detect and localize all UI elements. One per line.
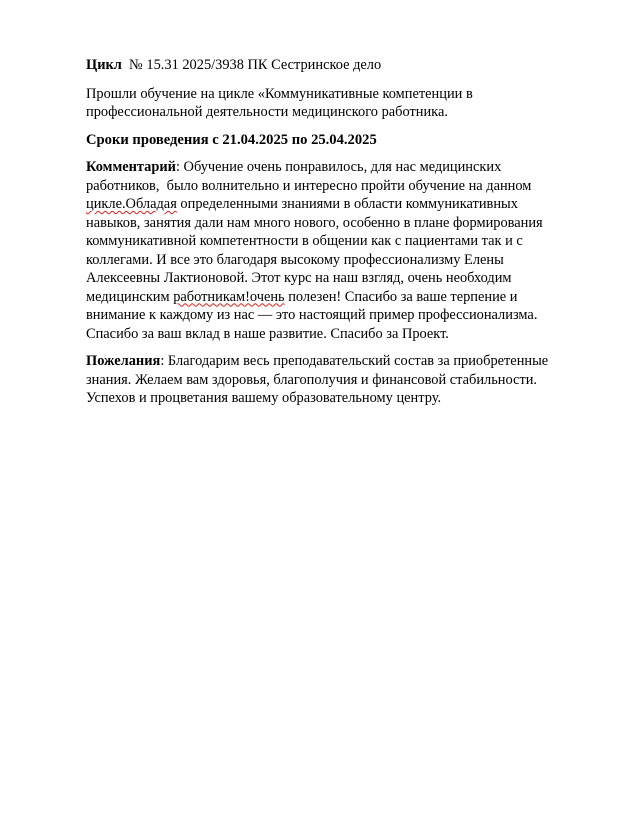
comment-line-4: навыков, занятия дали нам много нового, особенно в плане формирования — [86, 214, 543, 231]
comment-text-3: определенными знаниями в области коммуникативных — [176, 196, 518, 212]
intro-line-1: Прошли обучение на цикле «Коммуникативные компетенции в — [86, 85, 473, 102]
cycle-label: Цикл — [86, 57, 122, 73]
spellcheck-word-1: цикле.Обладая — [86, 196, 177, 212]
comment-line-3 — [86, 195, 586, 214]
comment-text-8a: медицинским — [86, 288, 174, 305]
wishes-text-1: : Благодарим весь преподавательский состав за приобретенные — [160, 353, 549, 369]
intro-paragraph — [86, 85, 586, 122]
wishes-line-3: Успехов и процветания вашему образовательному центру. — [86, 390, 442, 406]
comment-line-5: коммуникативной компетентности в общении как с пациентами так и с — [86, 233, 523, 249]
wishes-line-1 — [86, 352, 586, 371]
comment-line-9: внимание к каждому из нас — это настоящий пример профессионализма. — [86, 307, 538, 323]
document-body — [86, 56, 586, 417]
comment-line-10: Спасибо за ваш вклад в наше развитие. Спасибо за Проект. — [86, 325, 449, 342]
comment-label: Комментарий — [86, 159, 176, 175]
comment-text-8c: полезен! Спасибо за ваше терпение и — [284, 288, 518, 305]
wishes-line-2: знания. Желаем вам здоровья, благополучия и финансовой стабильности. — [86, 371, 538, 388]
comment-line-2: работников, было волнительно и интересно пройти обучение на данном — [86, 177, 532, 194]
dates-heading: Сроки проведения с 21.04.2025 по 25.04.2025 — [86, 131, 377, 148]
comment-line-6: коллегами. И все это благодаря высокому профессионализму Елены — [86, 251, 504, 268]
comment-paragraph — [86, 158, 586, 343]
comment-line-7: Алексеевны Лактионовой. Этот курс на наш взгляд, очень необходим — [86, 270, 512, 286]
spellcheck-word-2: работникам!очень — [173, 288, 285, 305]
comment-text-1: : Обучение очень понравилось, для нас медицинских — [175, 159, 502, 175]
cycle-text: № 15.31 2025/3938 ПК Сестринское дело — [121, 57, 382, 73]
intro-line-2: профессиональной деятельности медицинского работника. — [86, 104, 448, 120]
comment-line-1 — [86, 158, 586, 177]
wishes-paragraph — [86, 352, 586, 408]
cycle-line — [86, 56, 586, 75]
comment-line-8 — [86, 288, 586, 307]
wishes-label: Пожелания — [86, 353, 161, 369]
